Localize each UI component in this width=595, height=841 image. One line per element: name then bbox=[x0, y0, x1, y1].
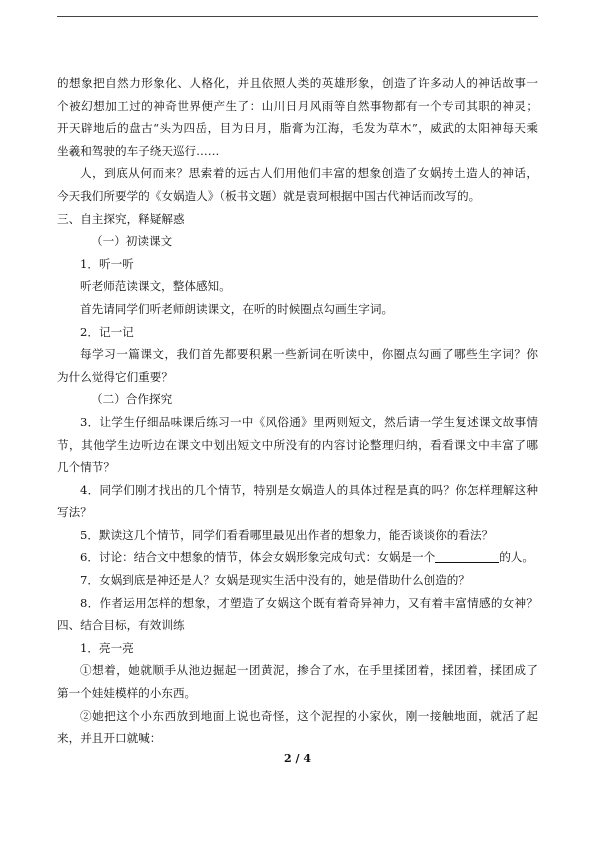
text-line bbox=[57, 230, 538, 253]
line-text: 人，到底从何而来？思索着的远古人们用他们丰富的想象创造了女娲抟土造人的神话， bbox=[80, 166, 538, 181]
line-text: 个被幻想加工过的神奇世界便产生了：山川日月风雨等自然事物都有一个专司其职的神灵； bbox=[57, 98, 538, 113]
text-line bbox=[57, 659, 538, 682]
line-text-after-blank: 的人。 bbox=[499, 550, 534, 565]
line-text: 听老师范读课文，整体感知。 bbox=[80, 279, 231, 294]
document-body bbox=[57, 72, 538, 750]
text-line bbox=[57, 343, 538, 366]
text-line bbox=[57, 162, 538, 185]
line-text: 今天我们所要学的《女娲造人》（板书文题）就是袁珂根据中国古代神话而改写的。 bbox=[57, 188, 481, 203]
line-text: 四、结合目标，有效训练 bbox=[57, 618, 185, 633]
line-text: 2．记一记 bbox=[80, 324, 134, 339]
text-line bbox=[57, 298, 538, 321]
line-text: 1．亮一亮 bbox=[80, 640, 134, 655]
line-text: 6．讨论：结合文中想象的情节，体会女娲形象完成句式：女娲是一个 bbox=[80, 550, 436, 565]
text-line bbox=[57, 95, 538, 118]
text-line bbox=[57, 524, 538, 547]
text-line bbox=[57, 72, 538, 95]
line-text: 3．让学生仔细品味课后练习一中《风俗通》里两则短文，然后请一学生复述课文故事情 bbox=[80, 414, 538, 429]
line-text: 节，其他学生边听边在课文中划出短文中所没有的内容讨论整理归纳，看看课文中丰富了哪 bbox=[57, 437, 538, 452]
line-text: 5．默读这几个情节，同学们看看哪里最见出作者的想象力，能否谈谈你的看法？ bbox=[80, 527, 494, 542]
text-line bbox=[57, 614, 538, 637]
header-rule bbox=[57, 16, 538, 17]
line-text: （二）合作探究 bbox=[91, 392, 173, 407]
line-text: 的想象把自然力形象化、人格化，并且依照人类的英雄形象，创造了许多动人的神话故事一 bbox=[57, 76, 538, 90]
line-text: 几个情节？ bbox=[57, 460, 115, 475]
text-line bbox=[57, 705, 538, 728]
line-text: 三、自主探究，释疑解惑 bbox=[57, 211, 185, 226]
text-line bbox=[57, 456, 538, 479]
text-line bbox=[57, 682, 538, 705]
text-line bbox=[57, 411, 538, 434]
line-text: （一）初读课文 bbox=[91, 234, 173, 249]
text-line bbox=[57, 366, 538, 389]
text-line bbox=[57, 727, 538, 750]
line-text: 坐羲和驾驶的车子绕天巡行…… bbox=[57, 143, 220, 158]
line-text: 开天辟地后的盘古“头为四岳，目为日月，脂膏为江海，毛发为草木”，威武的太阳神每天乘 bbox=[57, 121, 538, 136]
text-line bbox=[57, 388, 538, 411]
line-text: 写法？ bbox=[57, 505, 92, 520]
text-line bbox=[57, 501, 538, 524]
page-number: 2 / 4 bbox=[284, 752, 311, 765]
line-text: ②她把这个小东西放到地面上说也奇怪，这个泥捏的小家伙，刚一接触地面，就活了起 bbox=[80, 708, 538, 723]
line-text: 7．女娲到底是神还是人？女娲是现实生活中没有的，她是借助什么创造的？ bbox=[80, 573, 470, 588]
text-line bbox=[57, 275, 538, 298]
text-line bbox=[57, 140, 538, 163]
line-text: 1．听一听 bbox=[80, 256, 134, 271]
text-line bbox=[57, 479, 538, 502]
text-line bbox=[57, 546, 538, 569]
line-text: 来，并且开口就喊： bbox=[57, 731, 162, 746]
text-line bbox=[57, 569, 538, 592]
line-text: 每学习一篇课文，我们首先都要积累一些新词在听读中，你圈点勾画了哪些生字词？你 bbox=[80, 347, 538, 362]
text-line bbox=[57, 434, 538, 457]
text-line bbox=[57, 117, 538, 140]
text-line bbox=[57, 592, 538, 615]
text-line bbox=[57, 208, 538, 231]
text-line bbox=[57, 253, 538, 276]
line-text: 第一个娃娃模样的小东西。 bbox=[57, 686, 197, 701]
fill-in-blank bbox=[435, 550, 499, 563]
line-text: 为什么觉得它们重要？ bbox=[57, 369, 173, 384]
line-text: ①想着，她就顺手从池边掘起一团黄泥，掺合了水，在手里揉团着，揉团着，揉团成了 bbox=[80, 663, 538, 678]
text-line bbox=[57, 637, 538, 660]
line-text: 4．同学们刚才找出的几个情节，特别是女娲造人的具体过程是真的吗？你怎样理解这种 bbox=[80, 482, 538, 497]
line-text: 8．作者运用怎样的想象，才塑造了女娲这个既有着奇异神力，又有着丰富情感的女神？ bbox=[80, 595, 538, 610]
line-text: 首先请同学们听老师朗读课文，在听的时候圈点勾画生字词。 bbox=[80, 301, 394, 316]
text-line bbox=[57, 185, 538, 208]
text-line bbox=[57, 321, 538, 344]
